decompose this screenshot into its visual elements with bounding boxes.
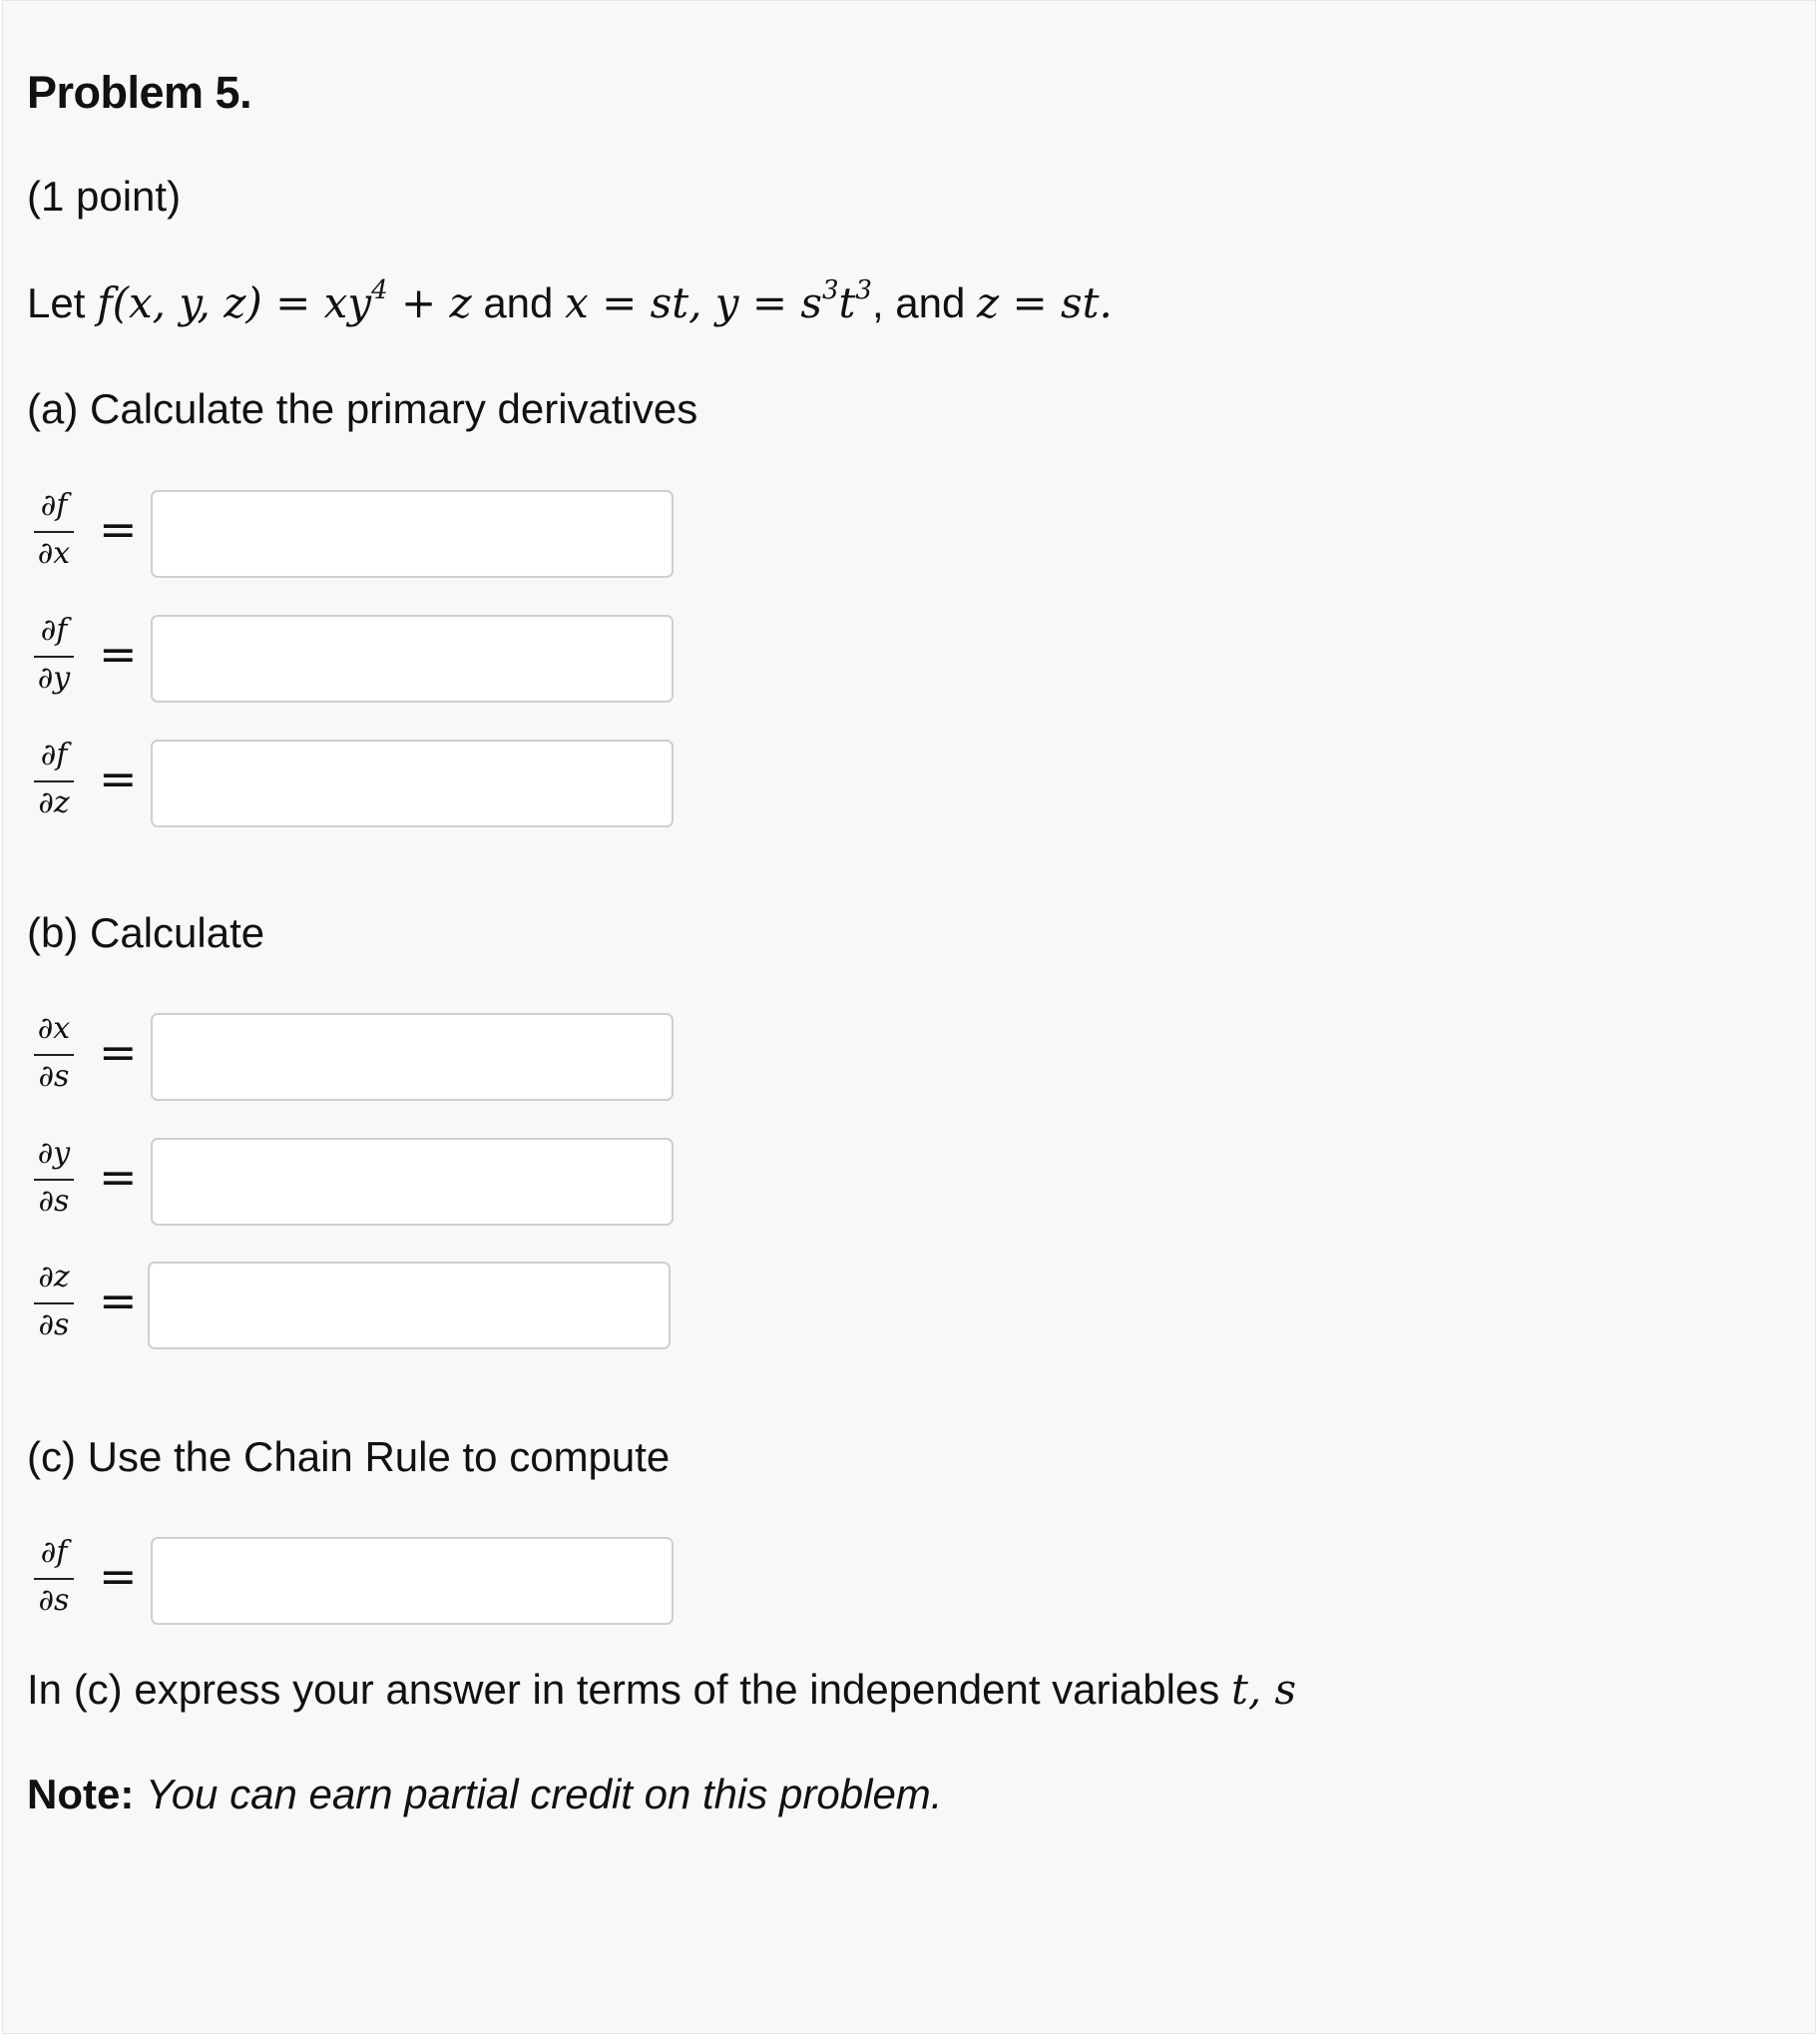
- note-text: You can earn partial credit on this problem.: [146, 1771, 943, 1817]
- answer-input-dx-ds[interactable]: [151, 1013, 674, 1101]
- derivative-fraction: ∂x ∂s: [33, 1009, 75, 1099]
- part-a-label: (a) Calculate the primary derivatives: [27, 385, 698, 432]
- statement-and: and: [483, 279, 554, 326]
- partial-credit-note: [27, 1771, 942, 1818]
- derivative-fraction: ∂f ∂x: [33, 486, 75, 576]
- derivative-fraction: ∂f ∂z: [33, 736, 75, 825]
- answer-input-df-dy[interactable]: [151, 615, 674, 703]
- derivative-fraction: ∂z ∂s: [33, 1258, 75, 1347]
- part-c-label: (c) Use the Chain Rule to compute: [27, 1433, 671, 1480]
- derivative-fraction: ∂f ∂s: [33, 1533, 75, 1623]
- derivative-fraction: ∂y ∂s: [33, 1134, 75, 1224]
- equals-sign: =: [99, 502, 138, 556]
- answer-input-df-ds[interactable]: [151, 1537, 674, 1625]
- equals-sign: =: [99, 1274, 138, 1327]
- answer-input-dz-ds[interactable]: [148, 1262, 671, 1349]
- answer-input-df-dz[interactable]: [151, 740, 674, 827]
- equals-sign: =: [99, 627, 138, 681]
- statement-comma-and: , and: [871, 279, 966, 326]
- answer-input-dy-ds[interactable]: [151, 1138, 674, 1226]
- derivative-fraction: ∂f ∂y: [33, 611, 75, 701]
- statement-prefix: Let: [27, 279, 86, 326]
- independent-variables: t, s: [1230, 1665, 1297, 1714]
- part-b-label: (b) Calculate: [27, 909, 265, 956]
- equals-sign: =: [99, 752, 138, 805]
- problem-panel: [2, 0, 1816, 2034]
- answer-input-df-dx[interactable]: [151, 490, 674, 578]
- z-definition: z = st.: [977, 278, 1113, 327]
- points-label: (1 point): [27, 173, 182, 220]
- equals-sign: =: [99, 1025, 138, 1079]
- function-definition: f(x, y, $z) = xy^4 + z$: [97, 275, 472, 327]
- equals-sign: =: [99, 1549, 138, 1603]
- equals-sign: =: [99, 1150, 138, 1204]
- problem-title: Problem 5.: [27, 67, 252, 118]
- part-c-instruction: In (c) express your answer in terms of the independent variables t, s: [27, 1665, 1297, 1714]
- problem-statement: [27, 275, 1113, 327]
- xy-definition: x = st, $y = s^3t^3$: [565, 275, 872, 327]
- note-label: Note:: [27, 1771, 135, 1817]
